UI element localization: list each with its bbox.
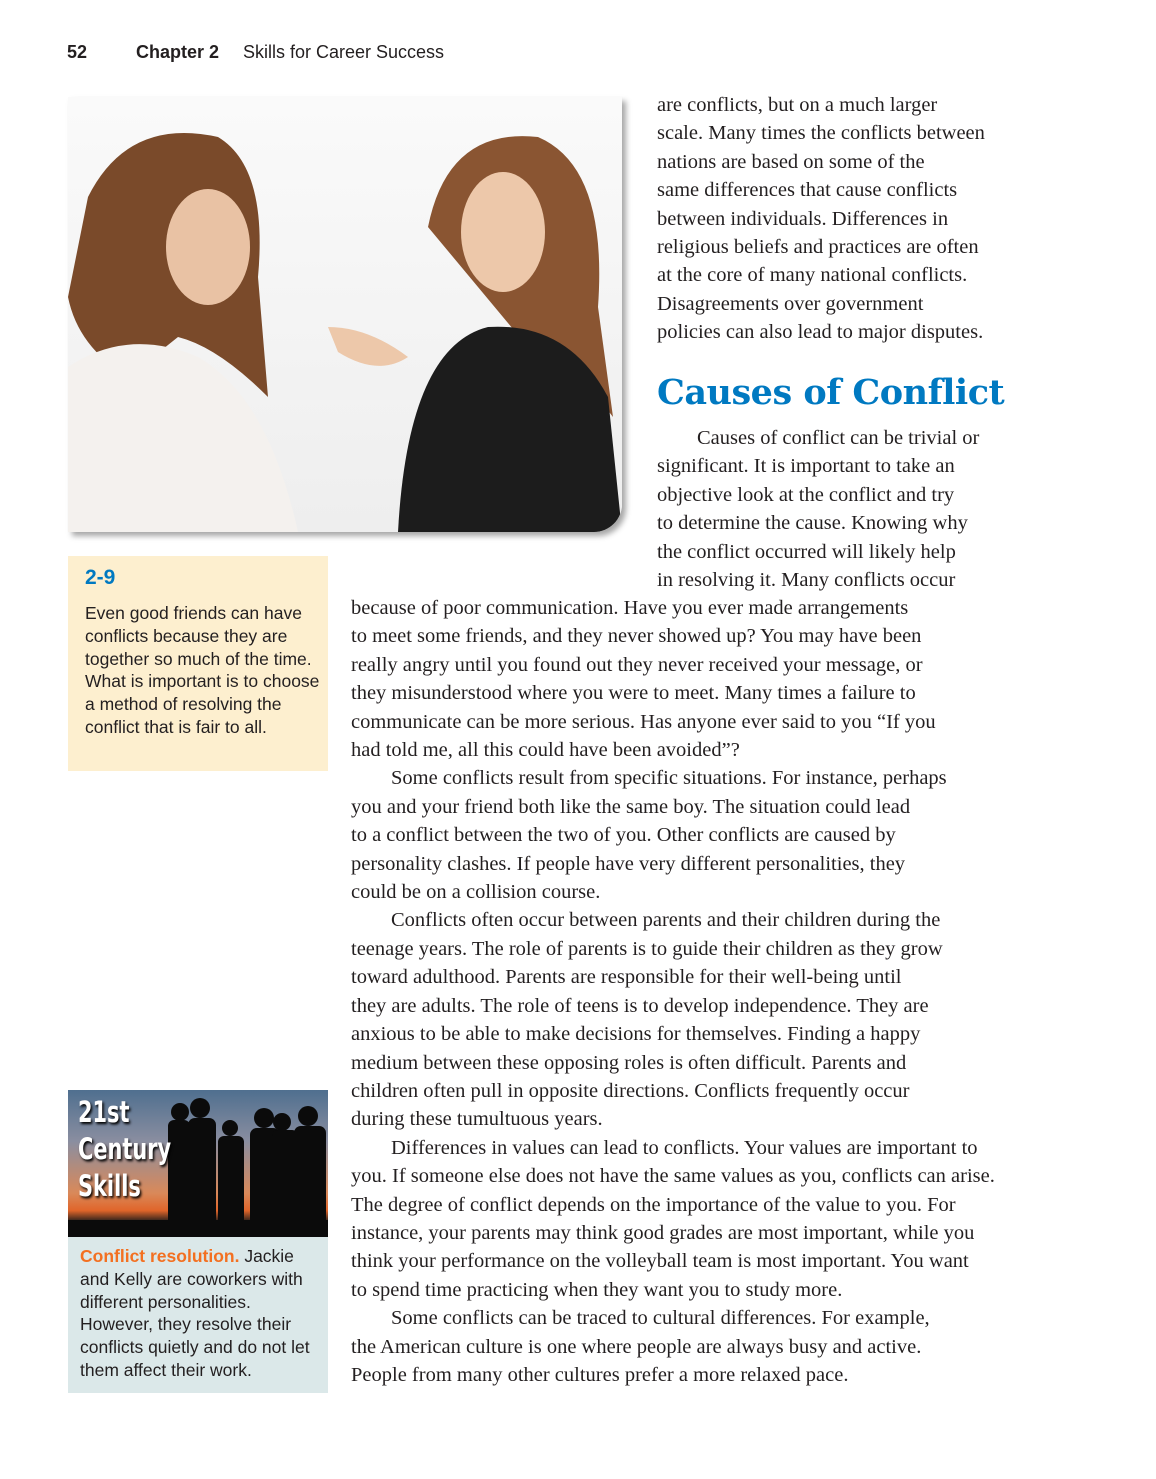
text-line: the American culture is one where people are always busy and active. xyxy=(351,1335,922,1358)
text-line: between individuals. Differences in xyxy=(657,207,949,230)
figure-caption-text: Even good friends can have conflicts because they are together so much of the time. What is important is to choose a method of resolving the conflict that is fair to all. xyxy=(85,603,320,737)
text-line: People from many other cultures prefer a more relaxed pace. xyxy=(351,1363,849,1386)
text-line: Conflicts often occur between parents and their children during the xyxy=(391,909,941,932)
text-line: to determine the cause. Knowing why xyxy=(657,512,968,535)
text-line: you. If someone else does not have the same values as you, conflicts can arise. xyxy=(351,1165,995,1188)
text-line: they are adults. The role of teens is to develop independence. They are xyxy=(351,994,929,1017)
skills-lead: Conflict resolution. xyxy=(80,1246,240,1266)
text-line: Some conflicts result from specific situations. For instance, perhaps xyxy=(391,767,947,790)
text-line: think your performance on the volleyball team is most important. You want xyxy=(351,1250,969,1273)
text-line: nations are based on some of the xyxy=(657,150,925,173)
text-line: personality clashes. If people have very different personalities, they xyxy=(351,852,906,875)
text-line: scale. Many times the conflicts between xyxy=(657,122,985,145)
text-line: because of poor communication. Have you ever made arrangements xyxy=(351,597,909,619)
text-line: same differences that cause conflicts xyxy=(657,179,958,202)
21st-century-skills-box xyxy=(68,1090,328,1393)
chapter-title: Skills for Career Success xyxy=(243,42,445,62)
text-line: medium between these opposing roles is often difficult. Parents and xyxy=(351,1051,907,1074)
text-line: Causes of conflict can be trivial or xyxy=(697,427,980,449)
text-line: in resolving it. Many conflicts occur xyxy=(657,569,956,592)
text-line: communicate can be more serious. Has anyone ever said to you “If you xyxy=(351,710,936,733)
text-line: teenage years. The role of parents is to guide their children as they grow xyxy=(351,937,943,960)
text-line: instance, your parents may think good grades are most important, while you xyxy=(351,1221,975,1244)
skills-banner-image xyxy=(68,1090,328,1237)
figure-caption-box xyxy=(68,556,328,771)
section-heading: Causes of Conflict xyxy=(657,372,1005,413)
text-line: are conflicts, but on a much larger xyxy=(657,94,938,116)
causes-column xyxy=(657,424,979,594)
text-line: could be on a collision course. xyxy=(351,881,601,904)
skills-banner-title: 21st Century Skills xyxy=(78,1095,172,1203)
text-line: to a conflict between the two of you. Other conflicts are caused by xyxy=(351,824,896,847)
text-line: they misunderstood where you were to meet. Many times a failure to xyxy=(351,682,916,705)
text-line: children often pull in opposite directions. Conflicts frequently occur xyxy=(351,1079,910,1102)
text-line: Some conflicts can be traced to cultural differences. For example, xyxy=(391,1307,930,1330)
text-line: significant. It is important to take an xyxy=(657,455,955,478)
chapter-label: Chapter 2 xyxy=(136,42,220,62)
text-line: Differences in values can lead to conflicts. Your values are important to xyxy=(391,1136,978,1159)
text-line: at the core of many national conflicts. xyxy=(657,264,968,287)
skills-body: Jackie and Kelly are coworkers with different personalities. However, they resolve their conflicts quietly and do not let them affect their work. xyxy=(80,1246,310,1380)
page-number: 52 xyxy=(67,42,88,62)
figure-number: 2-9 xyxy=(85,566,116,589)
text-line: to meet some friends, and they never showed up? You may have been xyxy=(351,625,922,648)
text-line: the conflict occurred will likely help xyxy=(657,540,956,563)
text-line: anxious to be able to make decisions for themselves. Finding a happy xyxy=(351,1023,921,1046)
text-line: toward adulthood. Parents are responsible for their well-being until xyxy=(351,966,902,989)
text-line: religious beliefs and practices are often xyxy=(657,236,979,259)
text-line: objective look at the conflict and try xyxy=(657,483,955,506)
main-column xyxy=(351,594,995,1389)
two-women-arguing-photo xyxy=(68,97,622,532)
skills-text xyxy=(80,1245,325,1382)
text-line: you and your friend both like the same boy. The situation could lead xyxy=(351,795,911,818)
text-line: during these tumultuous years. xyxy=(351,1108,603,1131)
text-line: had told me, all this could have been avoided”? xyxy=(351,739,740,762)
text-line: Disagreements over government xyxy=(657,292,924,315)
text-line: to spend time practicing when they want you to study more. xyxy=(351,1278,843,1301)
text-line: policies can also lead to major disputes. xyxy=(657,321,984,344)
text-line: really angry until you found out they never received your message, or xyxy=(351,653,923,676)
intro-paragraph xyxy=(657,91,985,347)
text-line: The degree of conflict depends on the importance of the value to you. For xyxy=(351,1193,956,1216)
